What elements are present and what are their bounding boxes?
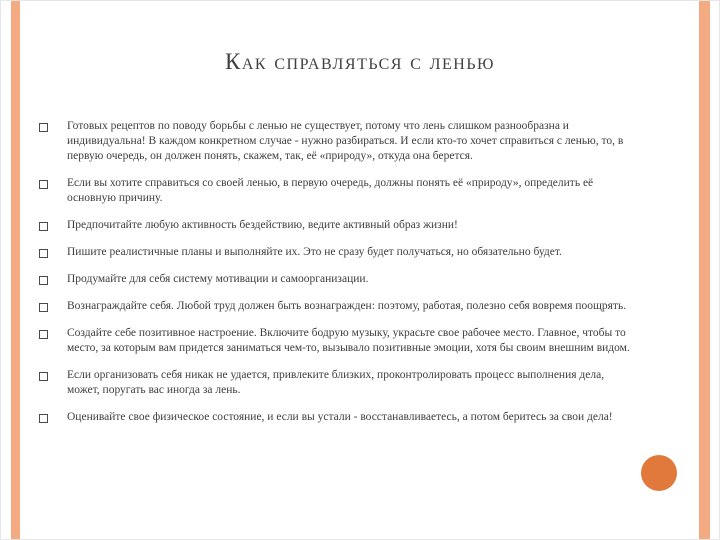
decorative-circle (641, 455, 677, 491)
bullet-text: Если вы хотите справиться со своей ленью, в первую очередь, должны понять её «природу», определить её основную причину. (67, 177, 594, 204)
bullet-text: Создайте себе позитивное настроение. Включите бодрую музыку, украсьте свое рабочее место. Главное, чтобы то место, за которым вам придется заниматься чем-то, вызывало позитивные эмоции, хотя бы своим внешним видом. (67, 327, 630, 354)
list-item (37, 326, 639, 356)
square-bullet-icon (39, 123, 48, 132)
left-accent-bar (11, 1, 20, 539)
list-item (37, 218, 639, 233)
list-item (37, 299, 639, 314)
square-bullet-icon (39, 276, 48, 285)
list-item (37, 368, 639, 398)
list-item (37, 272, 639, 287)
list-item (37, 176, 639, 206)
bullet-text: Готовых рецептов по поводу борьбы с ленью не существует, потому что лень слишком разнообразна и индивидуальна! В каждом конкретном случае - нужно разбираться. И если кто-то хочет справиться с ленью, то, в первую очередь, он должен понять, скажем, так, её «природу», откуда она берется. (67, 120, 624, 162)
bullet-text: Если организовать себя никак не удается, привлеките близких, проконтролировать процесс выполнения дела, может, поругать вас иногда за лень. (67, 369, 605, 396)
right-accent-bar (699, 1, 710, 539)
bullet-text: Оценивайте свое физическое состояние, и если вы устали - восстанавливаетесь, а потом беритесь за свои дела! (67, 411, 613, 423)
square-bullet-icon (39, 180, 48, 189)
bullet-text: Вознаграждайте себя. Любой труд должен быть вознагражден: поэтому, работая, полезно себя вовремя поощрять. (67, 300, 627, 312)
bullet-text: Пишите реалистичные планы и выполняйте их. Это не сразу будет получаться, но обязательно будет. (67, 246, 562, 258)
square-bullet-icon (39, 222, 48, 231)
square-bullet-icon (39, 330, 48, 339)
square-bullet-icon (39, 372, 48, 381)
bullet-text: Предпочитайте любую активность бездействию, ведите активный образ жизни! (67, 219, 458, 231)
list-item (37, 119, 639, 164)
square-bullet-icon (39, 303, 48, 312)
list-item (37, 410, 639, 425)
bullet-text: Продумайте для себя систему мотивации и самоорганизации. (67, 273, 369, 285)
bullet-list (37, 119, 639, 437)
square-bullet-icon (39, 414, 48, 423)
square-bullet-icon (39, 249, 48, 258)
list-item (37, 245, 639, 260)
slide-title: Как справляться с ленью (225, 49, 495, 74)
